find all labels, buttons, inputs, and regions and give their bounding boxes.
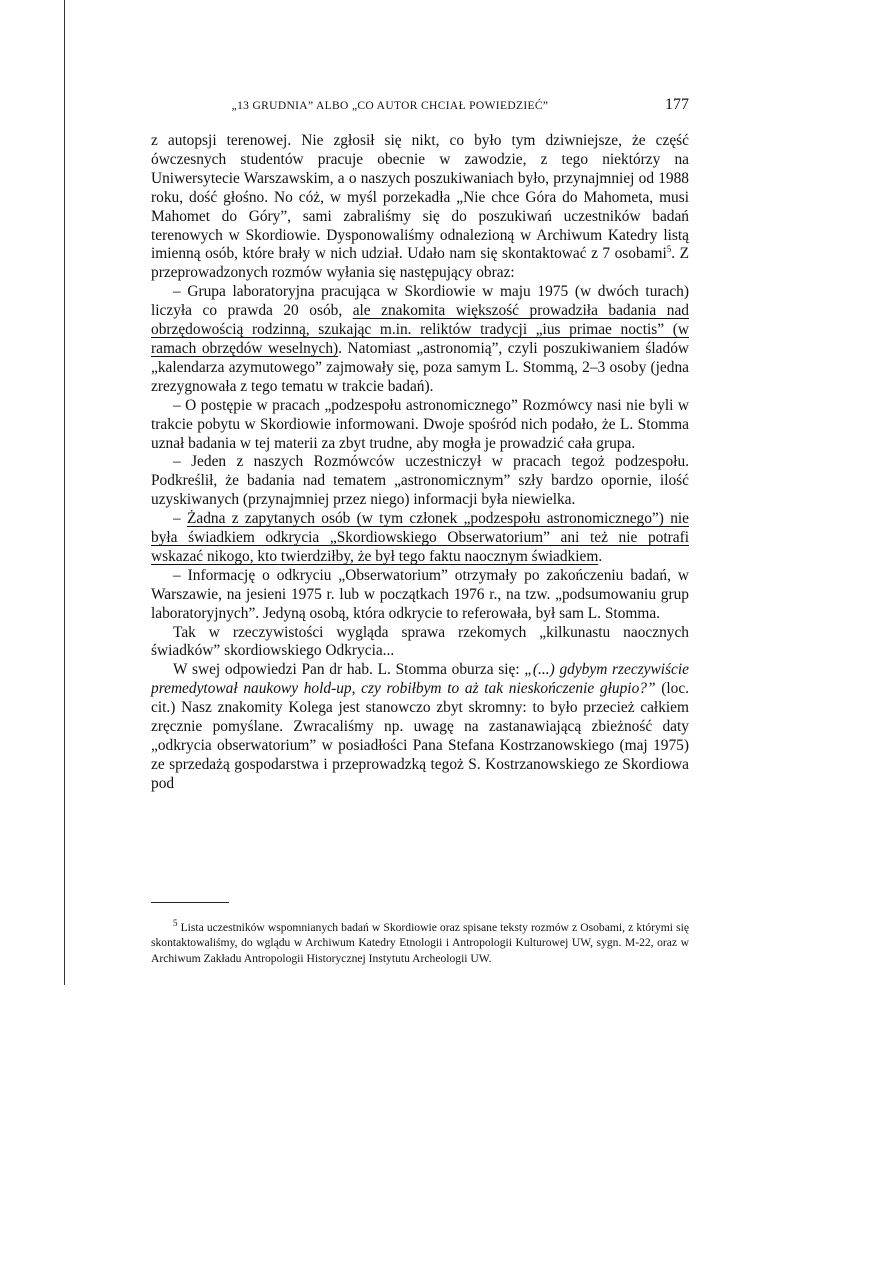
page-number: 177 <box>665 96 689 113</box>
paragraph-4: – Jeden z naszych Rozmówców uczestniczył w pracach tegoż podzespołu. Podkreślił, że badania nad tematem „astronomicznym” szły bardzo opornie, ilość uzyskiwanych (przynajmniej przez niego) informacji była niewielka. <box>151 453 689 509</box>
body-text <box>151 132 689 794</box>
footnote-text: Lista uczestników wspomnianych badań w Skordiowie oraz spisane teksty rozmów z Osobami, z którymi się skontaktowaliśmy, do wglądu w Archiwum Katedry Etnologii i Antropologii Kulturowej UW, sygn. M-22, oraz w Archiwum Zakładu Antropologii Historycznej Instytutu Archeologii UW. <box>151 920 689 966</box>
paragraph-6: – Informację o odkryciu „Obserwatorium” otrzymały po zakończeniu badań, w Warszawie, na jesieni 1975 r. lub w początkach 1976 r., na tzw. „podsumowaniu grup laboratoryjnych”. Jedyną osobą, która odkrycie to referowała, był sam L. Stomma. <box>151 566 689 622</box>
running-title: „13 GRUDNIA” ALBO „CO AUTOR CHCIAŁ POWIEDZIEĆ” <box>231 100 549 112</box>
paragraph-2-text-b: . Natomiast „astronomią”, czyli poszukiwaniem śladów „kalendarza azymutowego” zajmowały się, poza samym L. Stommą, 2–3 osoby (jedna zrezygnowała z tego tematu w trakcie badań). <box>151 339 690 395</box>
paragraph-1 <box>151 132 689 283</box>
paragraph-1-text-a: z autopsji terenowej. Nie zgłosił się nikt, co było tym dziwniejsze, że część ówczesnych studentów pracuje obecnie w zawodzie, z tego niektórzy na Uniwersytecie Warszawskim, a o naszych poszukiwaniach było, przynajmniej od 1988 roku, dość głośno. No cóż, w myśl porzekadła „Nie chce Góra do Mahometa, musi Mahomet do Góry”, sami zabraliśmy się do poszukiwań uczestników badań terenowych w Skordiowie. Dysponowaliśmy odnalezioną w Archiwum Katedry listą imienną osób, które brały w nich udział. Udało nam się skontaktować z 7 osobami <box>151 132 689 263</box>
running-header <box>151 96 689 116</box>
paragraph-8 <box>151 661 689 793</box>
paragraph-7: Tak w rzeczywistości wygląda sprawa rzekomych „kilkunastu naocznych świadków” skordiowskiego Odkrycia... <box>151 623 689 660</box>
paragraph-8-quote: „(...) gdybym rzeczywiście premedytował naukowy hold-up, czy robiłbym to aż tak nieskończenie głupio?” <box>151 661 689 698</box>
footnote-marker: 5 <box>173 917 178 928</box>
paragraph-2 <box>151 283 689 396</box>
paragraph-5-underlined: Żadna z zapytanych osób (w tym członek „podzespołu astronomicznego”) nie była świadkiem odkrycia „Skordiowskiego Obserwatorium” ani też nie potrafi wskazać nikogo, kto twierdziłby, że był tego faktu naocznym świadkiem <box>151 510 689 565</box>
paragraph-2-underlined: ale znakomita większość prowadziła badania nad obrzędowością rodzinną, szukając m.in. reliktów tradycji „ius primae noctis” (w ramach obrzędów weselnych) <box>151 302 689 357</box>
paragraph-8-text-b: (loc. cit.) Nasz znakomity Kolega jest stanowczo zbyt skromny: to było przecież całkiem zręcznie pomyślane. Zwracaliśmy np. uwagę na zastanawiającą zbieżność daty „odkrycia obserwatorium” w posiadłości Pana Stefana Kostrzanowskiego (maj 1975) ze sprzedażą gospodarstwa i przeprowadzką tegoż S. Kostrzanowskiego ze Skordiowa pod <box>151 680 690 792</box>
paragraph-5-dash: – <box>173 510 187 528</box>
paragraph-5-text-b: . <box>598 547 603 565</box>
page-binding-line <box>64 0 65 985</box>
footnote-5 <box>151 917 689 967</box>
paragraph-3: – O postępie w pracach „podzespołu astronomicznego” Rozmówcy nasi nie byli w trakcie pobytu w Skordiowie informowani. Dwoje spośród nich podało, że L. Stomma uznał badania w tej materii za zbyt trudne, aby mogła je prowadzić cała grupa. <box>151 396 689 452</box>
paragraph-1-text-b: . Z przeprowadzonych rozmów wyłania się następujący obraz: <box>151 245 689 282</box>
paragraph-8-text-a: W swej odpowiedzi Pan dr hab. L. Stomma oburza się: <box>173 661 525 679</box>
footnote-reference-5: 5 <box>666 244 672 255</box>
paragraph-2-text-a: – Grupa laboratoryjna pracująca w Skordiowie w maju 1975 (w dwóch turach) liczyła co prawda 20 osób, <box>151 283 689 320</box>
paragraph-5 <box>151 510 689 567</box>
footnote-separator <box>151 902 229 903</box>
